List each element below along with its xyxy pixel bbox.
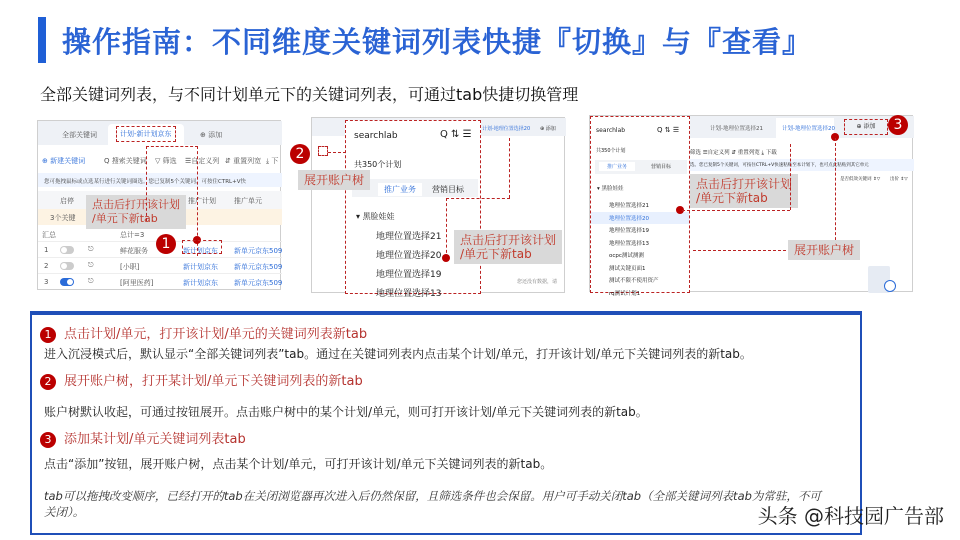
title-accent-bar <box>38 17 46 63</box>
tree-item[interactable]: 地理位置选择13 <box>609 240 649 247</box>
tree-item[interactable]: 地理位置选择21 <box>376 232 442 242</box>
tree-item[interactable]: 地理位置选择19 <box>376 270 442 280</box>
reset-width-button[interactable]: ⇵ 重置列宽 <box>225 157 262 165</box>
summary-label: 汇总 <box>42 231 56 239</box>
brand-searchlab: searchlab <box>354 131 398 141</box>
page-subtitle: 全部关键词列表，与不同计划单元下的关键词列表，可通过tab快捷切换管理 <box>40 85 579 104</box>
tab-business[interactable]: 推广业务 <box>378 183 422 196</box>
tree-item[interactable]: 测试不限不使用资产 <box>609 278 659 284</box>
screenshot-add-tab <box>589 115 913 297</box>
custom-columns-button[interactable]: ☰自定义列 <box>185 157 220 165</box>
pin-icon[interactable]: ⎋ <box>88 261 94 269</box>
step-badge-2: 2 <box>290 144 310 164</box>
step-badge-3: 3 <box>888 115 908 135</box>
tree-item[interactable]: 地理位置选择19 <box>609 228 649 234</box>
plan-count: 共350个计划 <box>354 160 402 169</box>
plan-count: 共350个计划 <box>596 148 626 154</box>
status-toggle[interactable] <box>60 278 74 286</box>
search-keyword-button[interactable]: Q 搜索关键词 <box>104 157 147 165</box>
screenshot-keyword-list <box>37 120 281 290</box>
pin-icon[interactable]: ⎋ <box>88 245 94 253</box>
summary-notice: 3个关键 <box>50 214 76 222</box>
bg-empty: 您还没有数据，请 <box>517 279 558 285</box>
section-heading: 3 添加某计划/单元关键词列表tab <box>40 428 246 448</box>
section-text: 账户树默认收起，可通过按钮展开。点击账户树中的某个计划/单元，则可打开该计划/单元下关键词列表的新tab。 <box>44 405 648 419</box>
footnote: tab可以拖拽改变顺序，已经打开的tab在关闭浏览器再次进入后仍然保留，且筛选条件也会保留。用户可手动关闭tab（全部关键词列表tab为常驻，不可关闭）。 <box>44 489 821 519</box>
keyword-cell: [小职] <box>120 263 140 271</box>
col-status: 启停 <box>60 197 74 205</box>
tab-target[interactable]: 营销目标 <box>432 185 464 194</box>
tab-plan-jd[interactable]: 计划-新计划京东 <box>116 126 176 142</box>
table-row[interactable] <box>38 257 283 271</box>
bg-add: ⊕ 添加 <box>540 126 556 132</box>
summary-total: 总计=3 <box>120 231 145 239</box>
col-plan: 推广计划 <box>188 197 216 205</box>
step-badge: 2 <box>40 374 56 390</box>
status-toggle[interactable] <box>60 246 74 254</box>
status-toggle[interactable] <box>60 262 74 270</box>
callout-open-tab: 点击后打开该计划 /单元下新tab <box>690 174 798 208</box>
new-keyword-button[interactable]: ⊕ 新建关键词 <box>42 157 86 165</box>
callout-open-tab: 点击后打开该计划 /单元下新tab <box>86 195 186 229</box>
tab-business[interactable]: 推广业务 <box>599 162 635 171</box>
row-index: 2 <box>44 262 49 270</box>
plan-link[interactable]: 新计划京东 <box>183 263 218 271</box>
tree-item[interactable]: ocpc测试测测 <box>609 253 644 259</box>
tab-all-keywords[interactable]: 全部关键词 <box>62 131 97 139</box>
unit-link[interactable]: 新单元京东509 <box>234 263 283 271</box>
collapse-icon[interactable] <box>884 280 896 292</box>
col-unit: 推广单元 <box>234 197 262 205</box>
col-low-efficiency: 是否低效关键词 ⇕▽ <box>840 177 881 182</box>
tree-item[interactable]: 地理位置选择13 <box>376 289 442 299</box>
tree-tools-icons[interactable]: Q ⇅ ☰ <box>657 126 680 134</box>
watermark: 头条 @科技园广告部 <box>757 504 944 528</box>
callout-expand-tree: 展开账户树 <box>788 240 860 260</box>
tree-root[interactable]: ▾ 黑脸娃娃 <box>356 212 395 221</box>
keyword-cell: [阿里医药] <box>120 279 154 287</box>
bg-tab: 计划-地理位置选择20 <box>482 126 531 132</box>
screenshot-account-tree <box>295 117 565 299</box>
tree-item[interactable]: 地理位置选择20 <box>609 215 649 222</box>
callout-open-tab: 点击后打开该计划 /单元下新tab <box>454 230 562 264</box>
page-title: 操作指南：不同维度关键词列表快捷『切换』与『查看』 <box>62 25 813 59</box>
brand-searchlab: searchlab <box>596 127 626 134</box>
filter-button[interactable]: ▽ 筛选 <box>155 157 177 165</box>
tab-plan-21[interactable]: 计划-地理位置选择21 <box>710 126 763 132</box>
section-text: 点击“添加”按钮，展开账户树，点击某个计划/单元，可打开该计划/单元下关键词列表的新tab。 <box>44 457 553 471</box>
add-tab-button[interactable]: ⊕ 添加 <box>844 119 888 135</box>
step-badge: 1 <box>40 327 56 343</box>
tree-item[interactable]: 测试关键页面1 <box>609 265 646 272</box>
pin-icon[interactable]: ⎋ <box>88 277 94 285</box>
tree-tools-icons[interactable]: Q ⇅ ☰ <box>440 129 472 140</box>
tree-item[interactable]: 地理位置选择20 <box>376 251 442 261</box>
plan-link[interactable]: 新计划京东 <box>183 247 218 255</box>
tree-toggle-button[interactable] <box>318 146 328 156</box>
plan-link[interactable]: 新计划京东 <box>183 279 218 287</box>
unit-link[interactable]: 新单元京东509 <box>234 279 283 287</box>
section-text: 进入沉浸模式后，默认显示“全部关键词列表”tab。通过在关键词列表内点击某个计划/单元，打开该计划/单元下关键词列表的新tab。 <box>44 347 752 361</box>
tab-plan-20[interactable]: 计划-地理位置选择20 <box>782 126 835 132</box>
tree-root[interactable]: ▾ 黑脸娃娃 <box>597 186 624 192</box>
step-badge: 3 <box>40 432 56 448</box>
section-heading: 2 展开账户树，打开某计划/单元下关键词列表的新tab <box>40 370 363 390</box>
table-row[interactable] <box>38 273 283 287</box>
tree-item[interactable]: rq测试计划1 <box>609 290 641 297</box>
toolbar: 筛选 ☰自定义列 ⇵ 重置列宽 ⤓ 下载 <box>690 150 777 156</box>
keyword-cell: 鲜花服务 <box>120 247 148 255</box>
row-index: 1 <box>44 246 49 254</box>
download-button[interactable]: ⤓ 下 <box>266 157 279 165</box>
unit-link[interactable]: 新单元京东509 <box>234 247 283 255</box>
add-tab-button[interactable]: ⊕ 添加 <box>200 131 223 139</box>
info-banner: 您可拖拽鼠标或点选某行进行关键词圈选。您已复制5个关键词，可按住CTRL+V快 <box>44 179 246 185</box>
tree-item[interactable]: 地理位置选择21 <box>609 203 649 209</box>
step-badge-1: 1 <box>156 234 176 254</box>
tab-target[interactable]: 营销目标 <box>651 164 672 170</box>
col-bid: 出价 ⇕▽ <box>890 177 908 182</box>
info-banner: 选。您已复制5个关键词，可按住CTRL+V快速粘贴至本计划下，也可点此粘贴到其它单元 <box>690 163 869 168</box>
callout-expand-tree: 展开账户树 <box>298 170 370 190</box>
guide-panel <box>30 311 862 535</box>
row-index: 3 <box>44 278 49 286</box>
section-heading: 1 点击计划/单元，打开该计划/单元的关键词列表新tab <box>40 323 367 343</box>
